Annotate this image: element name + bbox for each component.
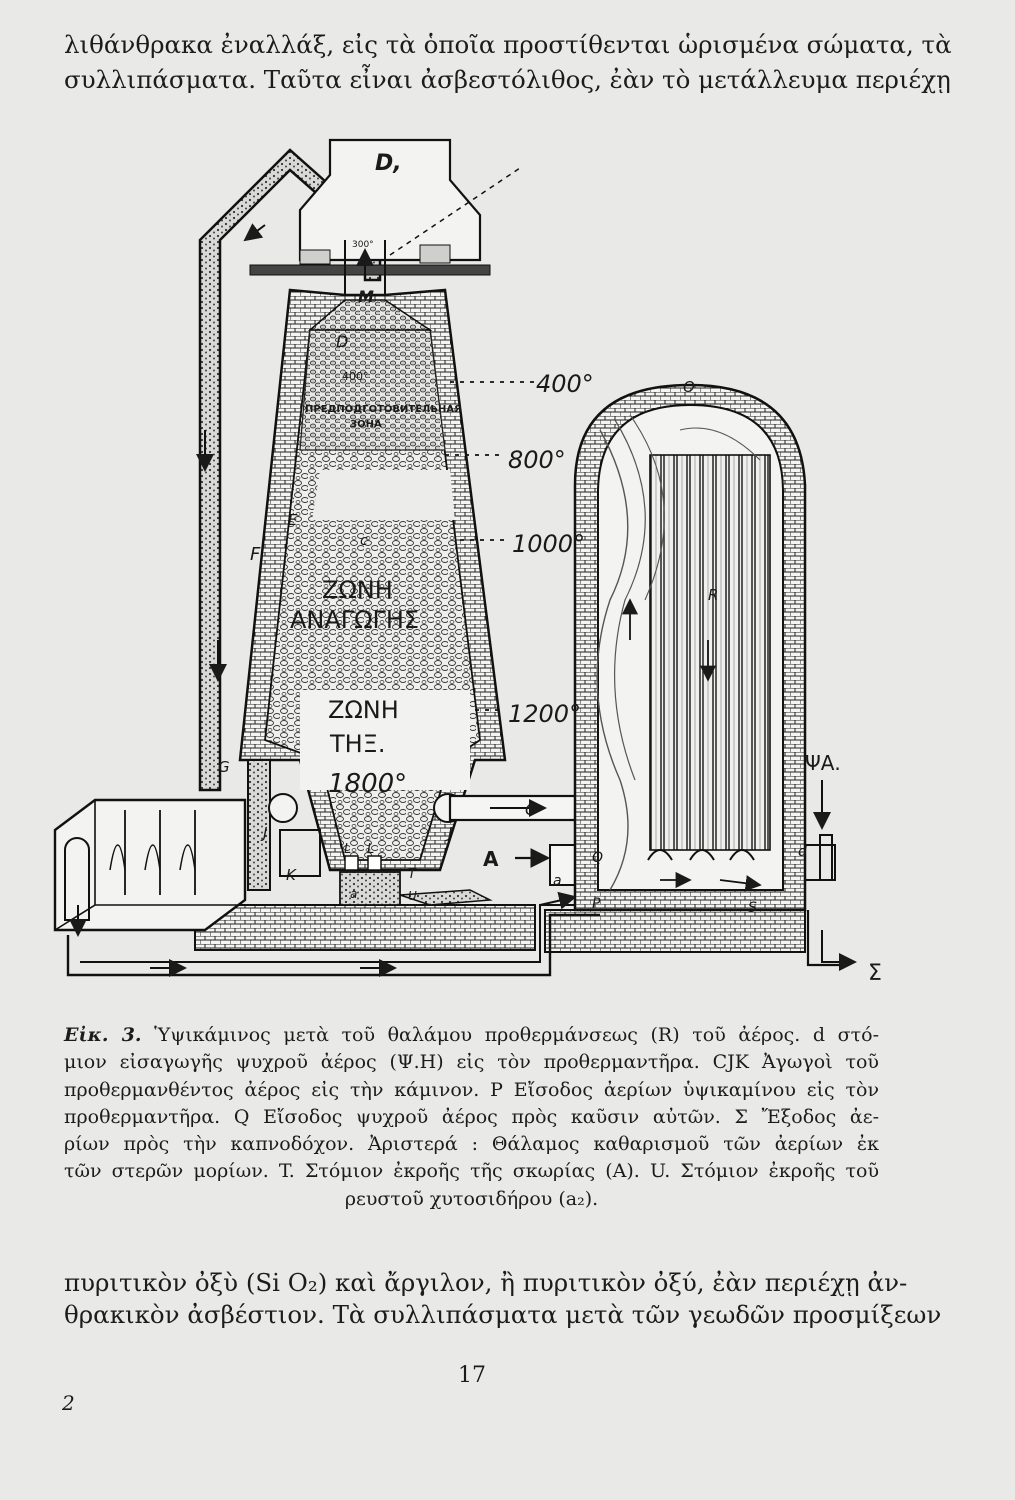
caption-line-1 <box>64 1022 879 1049</box>
label-preparation-zone: ПРЕДПОДГОТОВИТЕЛЬНАЯ <box>305 404 462 415</box>
caption-line-3: προθερμανθέντος ἀέρος εἰς τὴν κάμινον. P Εἴσοδος ἀερίων ὑψικαμίνου εἰς τὸν <box>64 1078 879 1101</box>
caption-line-7: ρευστοῦ χυτοσιδήρου (a₂). <box>344 1187 599 1210</box>
label-D1: D, <box>375 151 402 176</box>
gas-cleaning-chamber <box>55 800 245 930</box>
page-number: 17 <box>458 1363 486 1388</box>
label-A: A <box>483 847 499 871</box>
caption-line-6: τῶν στερῶν μορίων. T. Στόμιον ἐκροῆς τῆς σκωρίας (A). U. Στόμιον ἐκροῆς τοῦ <box>64 1160 879 1183</box>
body-text-line-4: θρακικὸν ἀσβέστιον. Τὰ συλλιπάσματα μετὰ τῶν γεωδῶν προσμίξεων <box>64 1300 942 1329</box>
preheater-tubes <box>650 455 770 850</box>
label-a: a <box>553 873 562 889</box>
figure-label: Εἰκ. 3. <box>64 1024 142 1046</box>
label-O: O <box>683 378 695 396</box>
label-J: J <box>263 824 268 842</box>
figure-caption <box>64 1022 879 1213</box>
label-L2: L <box>367 842 375 857</box>
label-zone-melting-1: ΖΩΝΗ <box>328 696 399 724</box>
label-a2: a <box>350 887 358 901</box>
label-1000: 1000° <box>512 530 586 558</box>
caption-line-4: προθερμαντῆρα. Q Εἴσοδος ψυχροῦ ἀέρος πρὸς καῦσιν αὐτῶν. Σ Ἔξοδος ἀε- <box>64 1105 879 1128</box>
blast-furnace-figure <box>40 120 910 1025</box>
label-c: c <box>360 533 368 549</box>
label-J2: J <box>448 824 453 842</box>
body-text-line-3: πυριτικὸν ὀξὺ (Si O₂) καὶ ἄργιλον, ἢ πυριτικὸν ὀξύ, ἐὰν περιέχῃ ἀν- <box>64 1268 908 1297</box>
label-P: P <box>592 896 601 912</box>
label-zone-melting-2: ΤΗΞ. <box>330 730 386 758</box>
label-1200: 1200° <box>508 700 582 728</box>
foundation <box>195 905 535 950</box>
caption-text-1: Ὑψικάμινος μετὰ τοῦ θαλάμου προθερμάνσεως (R) τοῦ ἀέρος. d στό- <box>154 1024 880 1046</box>
label-D: D <box>336 332 349 351</box>
label-L1: L <box>344 842 352 857</box>
caption-line-5: ρίων πρὸς τὴν καπνοδόχον. Ἀριστερά : Θάλαμος καθαρισμοῦ τῶν ἀερίων ἐκ <box>64 1133 879 1156</box>
label-R: R <box>708 586 719 604</box>
label-sigma: Σ <box>868 961 882 986</box>
label-C: C <box>525 800 537 819</box>
label-T: T <box>408 867 416 882</box>
label-K: K <box>286 866 296 884</box>
label-d: d <box>798 844 807 860</box>
signature-mark: 2 <box>62 1391 75 1415</box>
label-psi-a: ΨΑ. <box>805 751 841 775</box>
label-S: S <box>748 900 757 916</box>
charging-platform <box>250 265 490 275</box>
label-zone-reduction-1: ΖΩΝΗ <box>322 576 393 604</box>
body-text-line-2: συλλιπάσματα. Ταῦτα εἶναι ἀσβεστόλιθος, ἐὰν τὸ μετάλλευμα περιέχῃ <box>64 65 951 94</box>
label-M: M <box>358 287 374 306</box>
preheater-foundation <box>545 910 805 952</box>
caption-line-2: μιον εἰσαγωγῆς ψυχροῦ ἀέρος (Ψ.Η) εἰς τὸν προθερμαντῆρα. CJK Ἀγωγοὶ τοῦ <box>64 1051 879 1074</box>
label-300: 300° <box>352 240 374 250</box>
label-400-inside: 400° <box>342 370 369 383</box>
body-text-line-1: λιθάνθρακα ἐναλλάξ, εἰς τὰ ὁποῖα προστίθενται ὡρισμένα σώματα, τὰ <box>64 30 952 59</box>
label-Q: Q <box>592 850 604 866</box>
label-E: E <box>288 511 298 529</box>
label-zona: ЗОНА <box>350 419 382 430</box>
label-1800: 1800° <box>328 769 408 799</box>
label-F: F <box>250 544 261 565</box>
label-400: 400° <box>536 370 594 398</box>
label-G: G <box>218 758 230 776</box>
label-U: U <box>408 889 417 903</box>
label-zone-reduction-2: ΑΝΑΓΩΓΗΣ <box>290 606 420 634</box>
label-800: 800° <box>508 446 566 474</box>
